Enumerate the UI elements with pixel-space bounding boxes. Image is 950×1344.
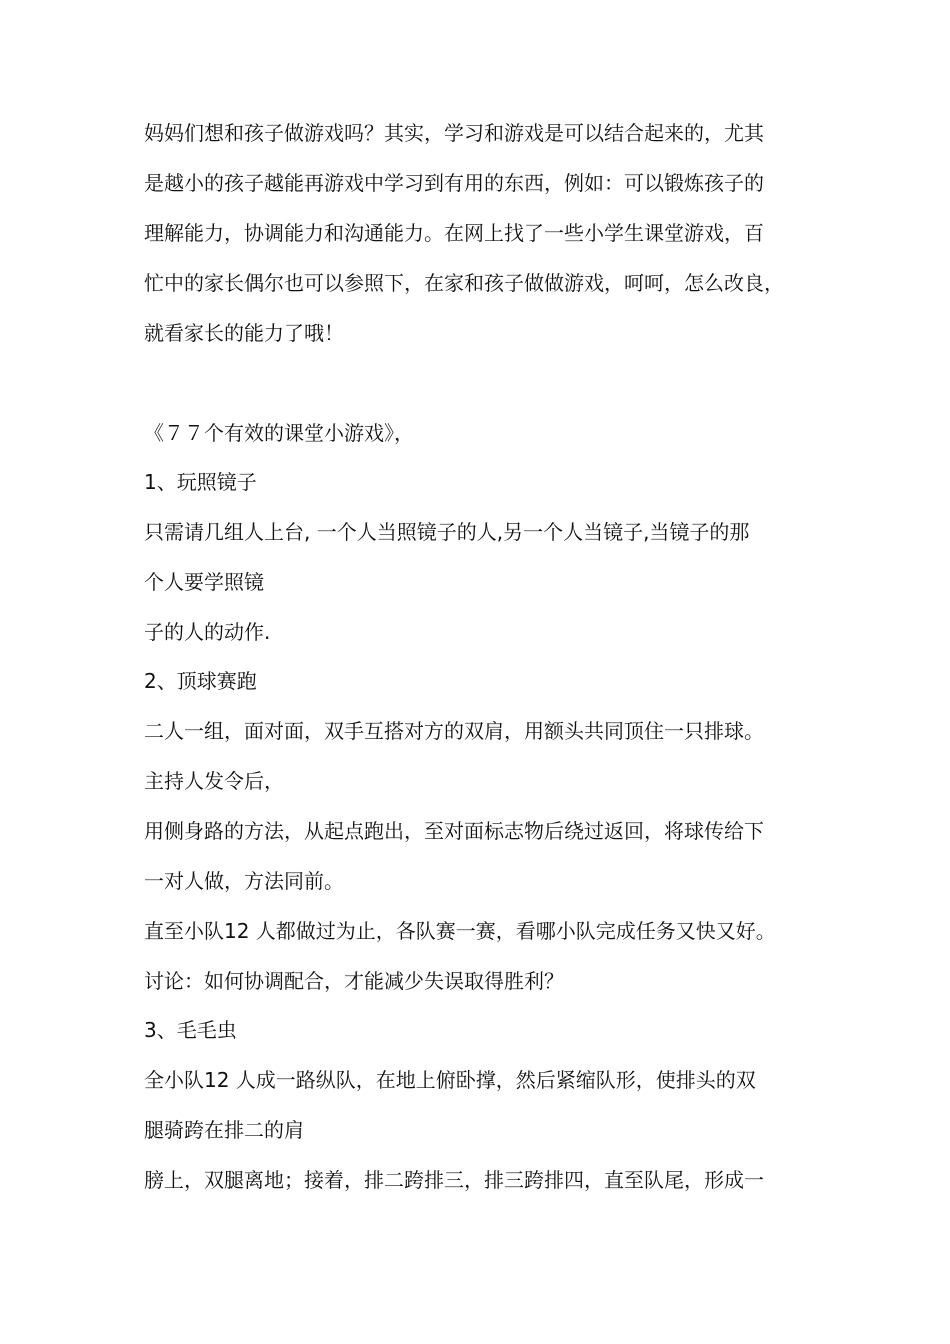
intro-line-1: 妈妈们想和孩子做游戏吗？其实，学习和游戏是可以结合起来的，尤其 (144, 121, 764, 145)
section-heading-2: 2、顶球赛跑 (144, 669, 257, 693)
intro-line-2: 是越小的孩子越能再游戏中学习到有用的东西，例如：可以锻炼孩子的 (144, 171, 764, 195)
section-2-line-5: 直至小队12 人都做过为止，各队赛一赛，看哪小队完成任务又快又好。 (144, 919, 776, 943)
section-heading-3: 3、毛毛虫 (144, 1018, 237, 1042)
intro-line-4: 忙中的家长偶尔也可以参照下，在家和孩子做做游戏，呵呵，怎么改良， (144, 271, 784, 295)
section-1-line-3: 子的人的动作. (144, 620, 271, 644)
section-2-line-1: 二人一组，面对面，双手互搭对方的双肩，用额头共同顶住一只排球。 (144, 719, 764, 743)
section-2-line-6: 讨论：如何协调配合，才能减少失误取得胜利？ (144, 969, 564, 993)
section-2-line-2: 主持人发令后， (144, 769, 284, 793)
section-3-line-3: 膀上，双腿离地；接着，排二跨排三，排三跨排四，直至队尾，形成一 (144, 1168, 764, 1192)
section-2-line-3: 用侧身路的方法，从起点跑出，至对面标志物后绕过返回，将球传给下 (144, 819, 764, 843)
section-2-line-4: 一对人做，方法同前。 (144, 869, 344, 893)
section-1-line-1: 只需请几组人上台, 一个人当照镜子的人,另一个人当镜子,当镜子的那 (144, 520, 750, 544)
section-3-line-2: 腿骑跨在排二的肩 (144, 1118, 304, 1142)
intro-line-5: 就看家长的能力了哦！ (144, 321, 344, 345)
intro-line-3: 理解能力，协调能力和沟通能力。在网上找了一些小学生课堂游戏，百 (144, 221, 764, 245)
section-heading-1: 1、玩照镜子 (144, 470, 257, 494)
document-title: 《７７个有效的课堂小游戏》， (144, 421, 414, 445)
section-3-line-1: 全小队12 人成一路纵队，在地上俯卧撑，然后紧缩队形，使排头的双 (144, 1068, 756, 1092)
section-1-line-2: 个人要学照镜 (144, 570, 264, 594)
